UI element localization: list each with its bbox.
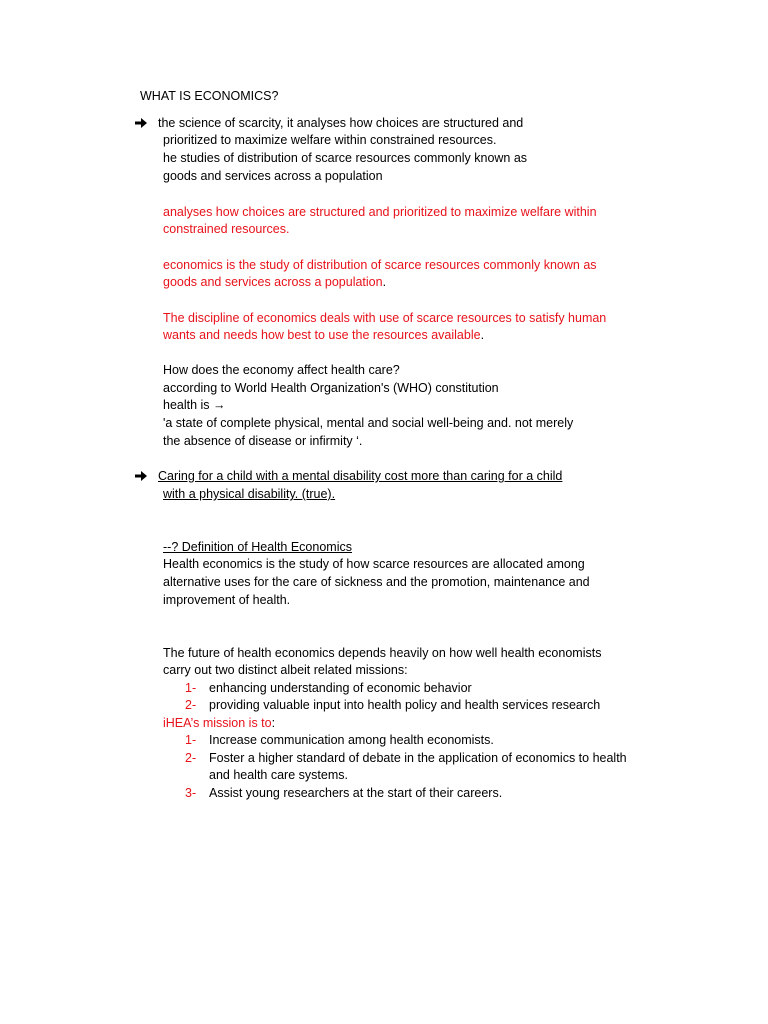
red-block-3-line-1: The discipline of economics deals with use of scarce resources to satisfy human	[163, 311, 607, 325]
page-title: WHAT IS ECONOMICS?	[140, 89, 279, 103]
definition-line-3: improvement of health.	[163, 593, 291, 607]
health-line-2: according to World Health Organization's (WHO) constitution	[163, 381, 499, 395]
definition-line-2: alternative uses for the care of sickness and the promotion, maintenance and	[163, 575, 590, 589]
ihea-item-1: 1- Increase communication among health economists.	[185, 733, 494, 747]
red-block-3-line-2: wants and needs how best to use the resources available.	[163, 328, 485, 342]
future-item-1: 1- enhancing understanding of economic behavior	[185, 681, 472, 695]
health-line-5: the absence of disease or infirmity ‘.	[163, 434, 363, 448]
ihea-item-2-cont: and health care systems.	[209, 768, 348, 782]
intro-line-4: goods and services across a population	[163, 169, 383, 183]
future-line-1: The future of health economics depends heavily on how well health economists	[163, 646, 602, 660]
red-block-2-line-1: economics is the study of distribution of scarce resources commonly known as	[163, 258, 597, 272]
arrow-bullet-icon	[134, 469, 148, 483]
red-block-1-line-1: analyses how choices are structured and prioritized to maximize welfare within	[163, 205, 597, 219]
future-item-2: 2- providing valuable input into health policy and health services research	[185, 698, 601, 712]
health-line-3: health is →	[163, 398, 226, 412]
ihea-item-2: 2- Foster a higher standard of debate in the application of economics to health	[185, 751, 627, 765]
definition-heading: --? Definition of Health Economics	[163, 540, 352, 554]
red-block-1-line-2: constrained resources.	[163, 222, 290, 236]
health-line-4: 'a state of complete physical, mental and social well-being and. not merely	[163, 416, 574, 430]
caring-line-1: Caring for a child with a mental disability cost more than caring for a child	[158, 469, 563, 483]
arrow-bullet-icon	[134, 116, 148, 130]
red-block-2-line-2: goods and services across a population.	[163, 275, 387, 289]
future-line-2: carry out two distinct albeit related missions:	[163, 663, 408, 677]
ihea-item-3: 3- Assist young researchers at the start of their careers.	[185, 786, 503, 800]
intro-line-1: the science of scarcity, it analyses how choices are structured and	[158, 116, 524, 130]
health-line-1: How does the economy affect health care?	[163, 363, 400, 377]
ihea-heading: iHEA’s mission is to:	[163, 716, 276, 730]
caring-line-2: with a physical disability. (true).	[163, 487, 336, 501]
intro-line-2: prioritized to maximize welfare within constrained resources.	[163, 133, 497, 147]
intro-line-3: he studies of distribution of scarce resources commonly known as	[163, 151, 528, 165]
definition-line-1: Health economics is the study of how scarce resources are allocated among	[163, 557, 585, 571]
